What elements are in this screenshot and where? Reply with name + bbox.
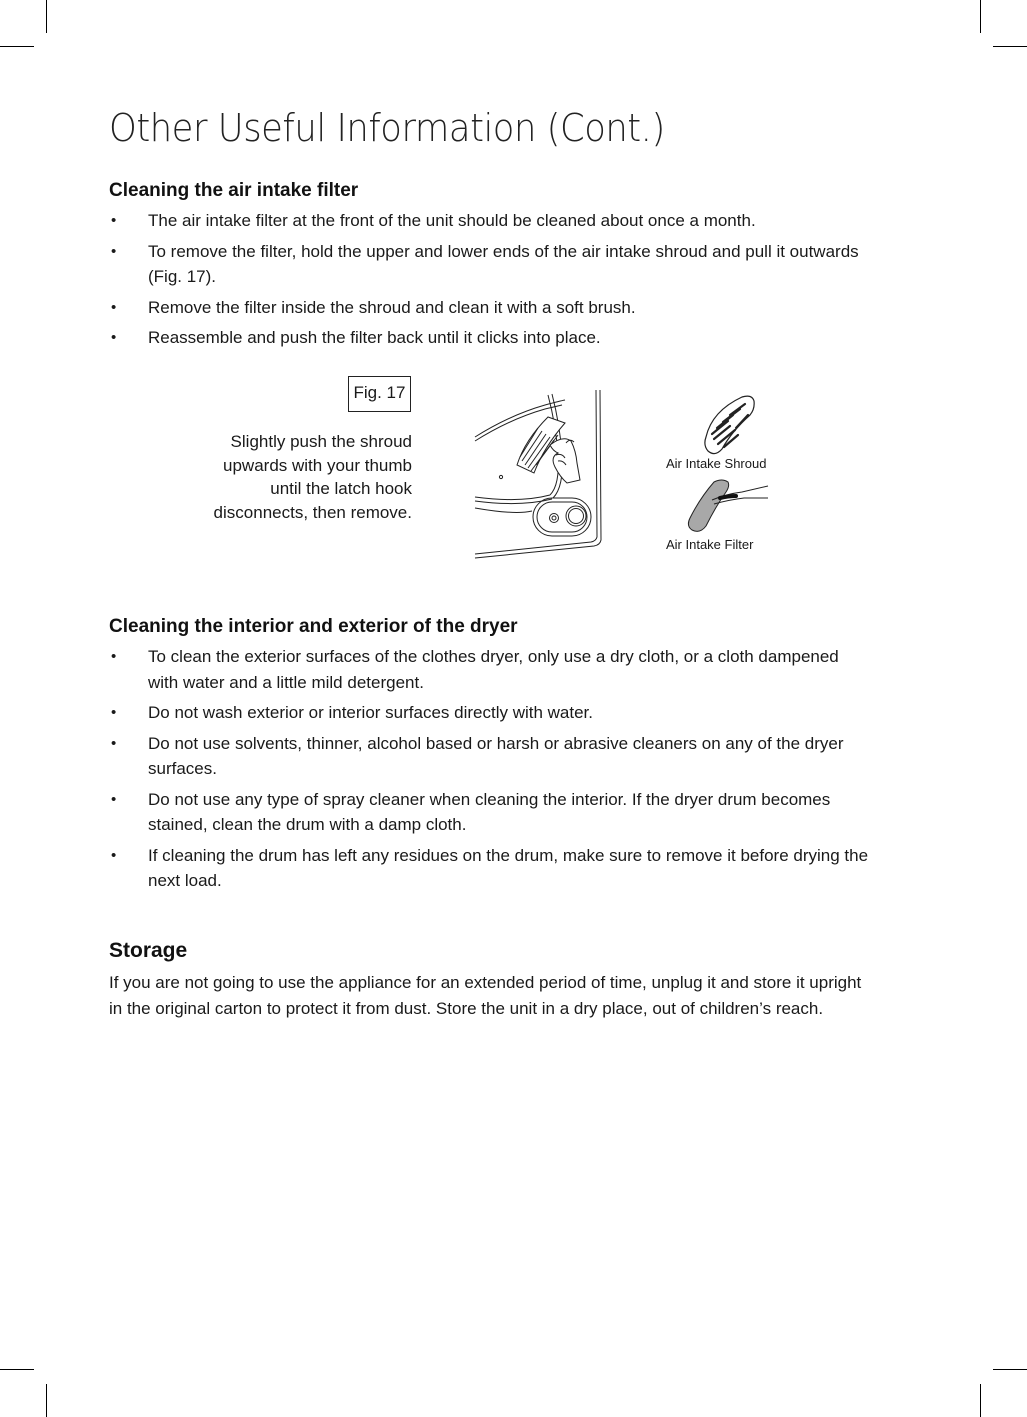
list-item: • To clean the exterior surfaces of the clothes dryer, only use a dry cloth, or a cloth dampened with water and a little mild detergent. xyxy=(109,644,869,695)
bullet-icon: • xyxy=(111,329,117,346)
bullet-icon: • xyxy=(111,648,117,665)
air-filter-section xyxy=(109,178,869,356)
bullet-icon: • xyxy=(111,846,117,864)
crop-mark-top-right-horizontal xyxy=(993,46,1027,47)
interior-exterior-list xyxy=(109,644,869,894)
crop-mark-top-left-horizontal xyxy=(0,46,34,47)
page-title: Other Useful Information (Cont.) xyxy=(109,106,665,150)
bullet-icon: • xyxy=(111,242,117,260)
air-intake-filter-label: Air Intake Filter xyxy=(666,537,754,552)
crop-mark-bottom-left-vertical xyxy=(46,1384,47,1417)
list-item: • Do not use solvents, thinner, alcohol based or harsh or abrasive cleaners on any of the dryer surfaces. xyxy=(109,731,869,782)
bullet-icon: • xyxy=(111,212,117,229)
crop-mark-bottom-right-horizontal xyxy=(993,1369,1027,1370)
bullet-icon: • xyxy=(111,298,117,316)
interior-exterior-section xyxy=(109,614,869,899)
list-item: • If cleaning the drum has left any residues on the drum, make sure to remove it before drying the next load. xyxy=(109,843,869,894)
air-intake-shroud-icon xyxy=(700,393,760,457)
bullet-icon: • xyxy=(111,790,117,808)
crop-mark-bottom-right-vertical xyxy=(980,1384,981,1417)
storage-heading: Storage xyxy=(109,939,188,962)
bullet-icon: • xyxy=(111,704,117,721)
air-intake-shroud-label: Air Intake Shroud xyxy=(666,456,767,471)
list-item: • To remove the filter, hold the upper and lower ends of the air intake shroud and pull it outwards (Fig. 17). xyxy=(109,239,869,290)
crop-mark-top-left-vertical xyxy=(46,0,47,33)
crop-mark-bottom-left-horizontal xyxy=(0,1369,34,1370)
air-filter-list xyxy=(109,208,869,351)
storage-section xyxy=(109,938,869,1021)
air-intake-filter-icon xyxy=(682,476,772,536)
storage-text: If you are not going to use the appliance for an extended period of time, unplug it and store it upright in the original carton to protect it from dust. Store the unit in a dry place, out of children’s reach. xyxy=(109,973,862,1018)
bullet-icon: • xyxy=(111,734,117,752)
list-item: • Remove the filter inside the shroud and clean it with a soft brush. xyxy=(109,295,869,321)
list-item: • The air intake filter at the front of the unit should be cleaned about once a month. xyxy=(109,208,869,234)
crop-mark-top-right-vertical xyxy=(980,0,981,33)
air-filter-heading: Cleaning the air intake filter xyxy=(109,180,359,201)
interior-exterior-heading: Cleaning the interior and exterior of the dryer xyxy=(109,616,518,637)
figure-label: Fig. 17 xyxy=(348,376,411,412)
list-item: • Do not wash exterior or interior surfaces directly with water. xyxy=(109,700,869,726)
dryer-illustration xyxy=(470,385,610,563)
figure-caption: Slightly push the shroud upwards with your thumb until the latch hook disconnects, then remove. xyxy=(213,432,412,522)
list-item: • Reassemble and push the filter back until it clicks into place. xyxy=(109,325,869,351)
list-item: • Do not use any type of spray cleaner when cleaning the interior. If the dryer drum becomes stained, clean the drum with a damp cloth. xyxy=(109,787,869,838)
